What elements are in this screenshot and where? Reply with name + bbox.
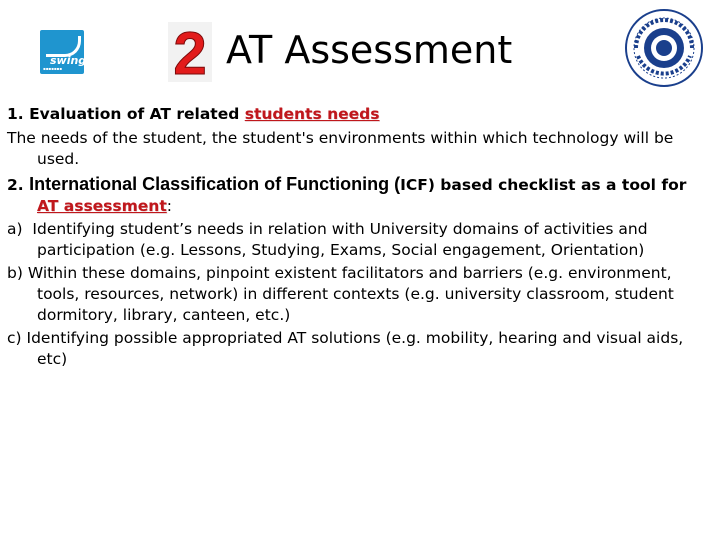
logo-tagline: ▪▪▪▪▪▪▪ bbox=[43, 66, 62, 71]
section-1-prefix: 1. Evaluation of AT related bbox=[7, 105, 245, 123]
section-2-suffix: : bbox=[166, 197, 172, 215]
section-1-body: The needs of the student, the student's environments within which technology will be used. bbox=[7, 129, 674, 168]
swing-logo bbox=[40, 30, 87, 74]
list-item-b bbox=[7, 263, 713, 326]
university-seal-icon bbox=[624, 8, 704, 88]
list-item-label: c) bbox=[7, 329, 22, 347]
section-2-heading bbox=[7, 174, 713, 217]
section-2-prefix: 2. bbox=[7, 176, 30, 194]
swing-logo-text: swing bbox=[50, 54, 87, 67]
section-1-heading bbox=[7, 104, 713, 125]
list-item-c bbox=[7, 328, 713, 370]
list-item-label: b) bbox=[7, 264, 23, 282]
content-body bbox=[7, 104, 713, 370]
students-needs-link[interactable]: students needs bbox=[244, 105, 380, 123]
number-badge bbox=[168, 22, 212, 82]
page-title: AT Assessment bbox=[226, 28, 513, 72]
at-assessment-link[interactable]: AT assessment bbox=[37, 197, 167, 215]
list-item-text: Identifying student’s needs in relation with University domains of activities and participation (e.g. Lessons, Studying, Exams, Social engagement, Orientation) bbox=[32, 220, 648, 259]
section-2-rest: ICF) based checklist as a tool for bbox=[400, 176, 687, 194]
list-item-text: Within these domains, pinpoint existent facilitators and barriers (e.g. environment, tools, resources, network) in different contexts (e.g. university classroom, student dormitory, library, canteen, etc.) bbox=[27, 264, 674, 324]
list-item-a bbox=[7, 219, 713, 261]
section-2-icf-title: International Classification of Functioning ( bbox=[29, 174, 401, 194]
list-item-label: a) bbox=[7, 220, 23, 238]
list-item-text: Identifying possible appropriated AT solutions (e.g. mobility, hearing and visual aids, etc) bbox=[26, 329, 684, 368]
number-badge-text: 2 bbox=[173, 22, 207, 82]
